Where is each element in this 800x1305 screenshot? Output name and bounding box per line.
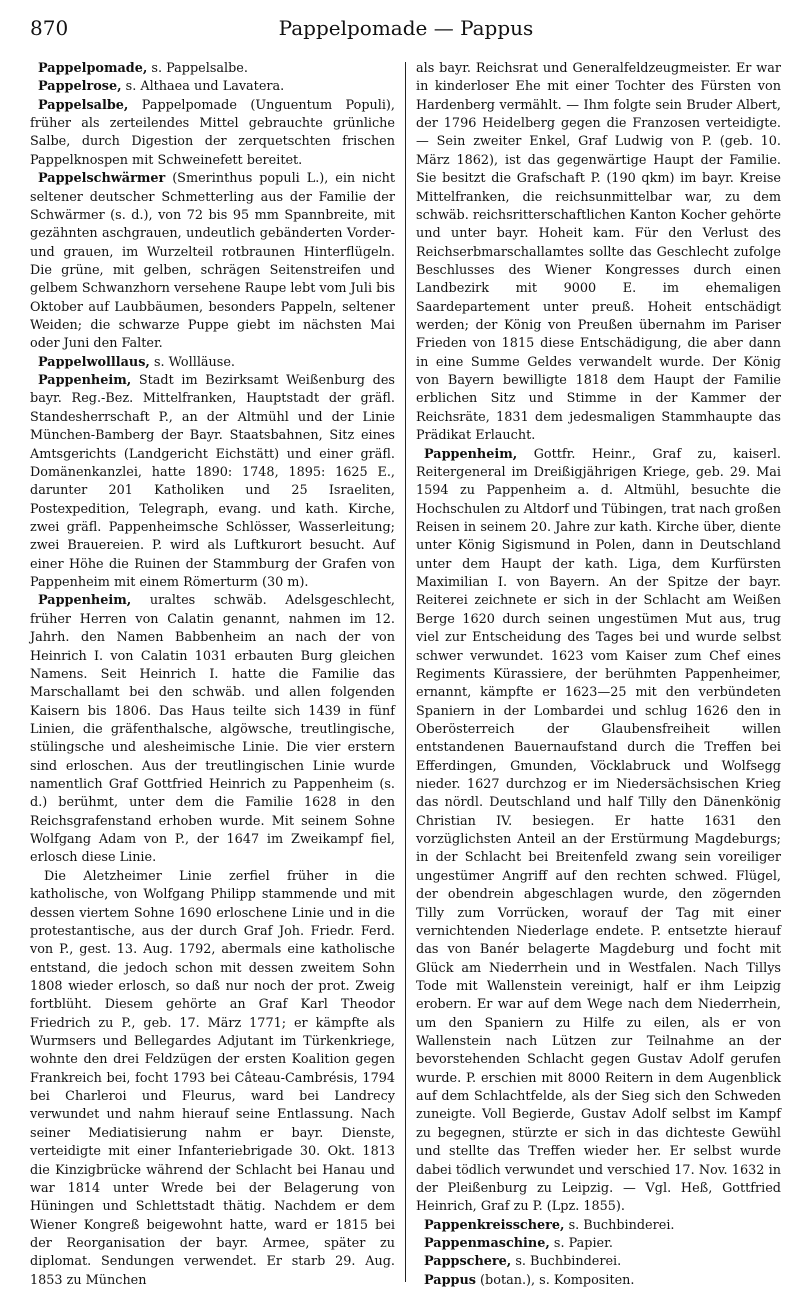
entry-headword: Pappelwolllaus, [38, 354, 150, 370]
dictionary-entry [416, 1253, 781, 1271]
entry-text: s. Buchbinderei. [511, 1254, 622, 1270]
entry-text: uraltes schwäb. Adelsgeschlecht, früher Herren von Calatin genannt, nahmen im 12. Jahrh. den Namen Babbenheim an nach der von Heinrich I. von Calatin 1031 erbauten Burg gleichen Namens. Seit Heinrich I. hatte die Familie das Marschallamt bei den schwäb. und allen folgenden Kaisern bis 1806. Das Haus teilte sich 1439 in fünf Linien, die gräfenthalsche, algöwsche, treutlingische, stülingsche und alesheimische Linie. Die vier erstern sind erloschen. Aus der treutlingischen Linie wurde namentlich Graf Gottfried Heinrich zu Pappenheim (s. d.) berühmt, unter dem die Familie 1628 in den Reichsgrafenstand erhoben wurde. Mit seinem Sohne Wolfgang Adam von P., der 1647 im Zweikampf fiel, erlosch diese Linie. [30, 593, 395, 866]
entry-headword: Pappus [424, 1272, 476, 1288]
entry-text: als bayr. Reichsrat und Generalfeldzeugmeister. Er war in kinderloser Ehe mit einer Tochter des Fürsten von Hardenberg vermählt. — Ihm folgte sein Bruder Albert, der 1796 Heidelberg gegen die Franzosen verteidigte. — Sein zweiter Enkel, Graf Ludwig von P. (geb. 10. März 1862), ist das gegenwärtige Haupt der Familie. Sie besitzt die Grafschaft P. (190 qkm) im bayr. Kreise Mittelfranken, die reichsunmittelbar war, zu dem schwäb. reichsritterschaftlichen Kanton Kocher gehörte und unter bayr. Hoheit kam. Für den Verlust des Reichserbmarschallamtes sollte das Geschlecht zufolge Beschlusses des Wiener Kongresses durch einen Landbezirk mit 9000 E. im ehemaligen Saardepartement unter preuß. Hoheit entschädigt werden; der König von Preußen übernahm im Pariser Frieden von 1815 diese Entschädigung, die aber dann in eine Summe Geldes verwandelt wurde. Der König von Bayern bewilligte 1818 dem Haupt der Familie erblichen Sitz und Stimme in der Kammer der Reichsräte, 1831 dem jedesmaligen Stammhaupte das Prädikat Erlaucht. [416, 61, 782, 444]
dictionary-entry [30, 868, 395, 1290]
dictionary-page [30, 14, 782, 1294]
entry-text: s. Althaea und Lavatera. [121, 79, 285, 95]
dictionary-entry [30, 354, 395, 372]
left-column [30, 60, 405, 1294]
right-column [406, 60, 781, 1294]
running-head: Pappelpomade — Pappus [278, 16, 534, 40]
entry-headword: Pappelrose, [38, 79, 122, 95]
page-header [30, 14, 782, 50]
entry-text: Stadt im Bezirksamt Weißenburg des bayr. Reg.-Bez. Mittelfranken, Hauptstadt der gräfl. Standesherrschaft P., an der Altmühl und der Linie München-Bamberg der Bayr. Staatsbahnen, Sitz eines Amtsgerichts (Landgericht Eichstätt) und einer gräfl. Domänenkanzlei, hatte 1890: 1748, 1895: 1625 E., darunter 201 Katholiken und 25 Israeliten, Postexpedition, Telegraph, evang. und kath. Kirche, zwei gräfl. Pappenheimsche Schlösser, Wasserleitung; zwei Brauereien. P. wird als Luftkurort besucht. Auf einer Höhe die Ruinen der Stammburg der Grafen von Pappenheim mit einem Römerturm (30 m). [30, 373, 395, 591]
dictionary-entry [30, 97, 395, 170]
entry-headword: Pappschere, [424, 1254, 512, 1270]
dictionary-entry [30, 78, 395, 96]
entry-text: s. Pappelsalbe. [147, 61, 248, 76]
dictionary-entry [416, 1235, 781, 1253]
dictionary-entry [30, 592, 395, 867]
dictionary-entry [416, 446, 781, 1217]
entry-text: s. Buchbinderei. [564, 1217, 675, 1233]
entry-headword: Pappelsalbe, [38, 97, 129, 113]
dictionary-entry [416, 1217, 781, 1235]
entry-headword: Pappenheim, [38, 593, 132, 609]
page-number: 870 [30, 16, 69, 40]
entry-text: s. Papier. [549, 1236, 613, 1251]
entry-headword: Pappenheim, [38, 373, 132, 389]
text-columns [30, 60, 782, 1294]
entry-headword: Pappenheim, [424, 446, 518, 462]
dictionary-entry [30, 170, 395, 354]
entry-text: Gottfr. Heinr., Graf zu, kaiserl. Reitergeneral im Dreißigjährigen Kriege, geb. 29. Mai 1594 zu Pappenheim a. d. Altmühl, besuchte die Hochschulen zu Altdorf und Tübingen, trat nach großen Reisen in seinem 20. Jahre zur kath. Kirche über, diente unter König Sigismund in Polen, dann in Deutschland unter dem Haupt der kath. Liga, dem Kurfürsten Maximilian I. von Bayern. An der Spitze der bayr. Reiterei zeichnete er sich in der Schlacht am Weißen Berge 1620 durch seinen ungestümen Mut aus, trug viel zur Entscheidung des Tages bei und wurde selbst schwer verwundet. 1623 vom Kaiser zum Chef eines Regiments Kürassiere, der berühmten Pappenheimer, ernannt, kämpfte er 1623—25 mit den verbündeten Spaniern in der Lombardei und schlug 1626 den in Oberösterreich der Glaubensfreiheit willen entstandenen Bauernaufstand durch die Treffen bei Efferdingen, Gmunden, Vöcklabruck und Wolfsegg nieder. 1627 durchzog er im Niedersächsischen Krieg das nördl. Deutschland und half Tilly den Dänenkönig Christian IV. besiegen. Er hatte 1631 den vorzüglichsten Anteil an der Erstürmung Magdeburgs; in der Schlacht bei Breitenfeld zwang sein voreiliger ungestümer Angriff auf den rechten schwed. Flügel, der obendrein abgeschlagen wurde, den zögernden Tilly zum Vorrücken, worauf der Tag mit einer vernichtenden Niederlage endete. P. entsetzte hierauf das von Banér belagerte Magdeburg und focht mit Glück am Niederrhein und in Westfalen. Nach Tillys Tode mit Wallenstein vereinigt, half er ihm Leipzig erobern. Er war auf dem Wege nach dem Niederrhein, um den Spaniern zu Hilfe zu eilen, als er von Wallenstein nach Lützen zur Teilnahme an der bevorstehenden Schlacht gegen Gustav Adolf gerufen wurde. P. erschien mit 8000 Reitern in dem Augenblick auf dem Schlachtfelde, als der Sieg sich den Schweden zuneigte. Voll Begierde, Gustav Adolf selbst im Kampf zu begegnen, stürzte er sich in das dichteste Gewühl und stellte das Treffen wieder her. Er selbst wurde dabei tödlich verwundet und verschied 17. Nov. 1632 in der Pleißenburg zu Leipzig. — Vgl. Heß, Gottfried Heinrich, Graf zu P. (Lpz. 1855). [416, 446, 781, 1215]
entry-headword: Pappenkreisschere, [424, 1217, 565, 1233]
entry-text: (Smerinthus populi L.), ein nicht seltener deutscher Schmetterling aus der Familie der Schwärmer (s. d.), von 72 bis 95 mm Spannbreite, mit gezähnten aschgrauen, undeutlich gebänderten Vorder- und grauen, im Wurzelteil rotbraunen Hinterflügeln. Die grüne, mit gelben, schrägen Seitenstreifen und gelbem Schwanzhorn versehene Raupe lebt vom Juli bis Oktober auf Laubbäumen, besonders Pappeln, seltener Weiden; die schwarze Puppe giebt im nächsten Mai oder Juni den Falter. [30, 171, 396, 352]
entry-text: (botan.), s. Kompositen. [475, 1272, 635, 1288]
dictionary-entry [416, 60, 781, 446]
entry-headword: Pappelpomade, [38, 61, 148, 76]
entry-text: Pappelpomade (Unguentum Populi), früher als zerteilendes Mittel gebrauchte grünliche Salbe, durch Digestion der zerquetschten frischen Pappelknospen mit Schweinefett bereitet. [30, 97, 395, 168]
entry-text: Die Aletzheimer Linie zerfiel früher in die katholische, von Wolfgang Philipp stammende und mit dessen viertem Sohne 1690 erloschene Linie und in die protestantische, aus der durch Graf Joh. Friedr. Ferd. von P., gest. 13. Aug. 1792, abermals eine katholische entstand, die jedoch schon mit dessen zweitem Sohn 1808 wieder erlosch, so daß nur noch der prot. Zweig fortblüht. Diesem gehörte an Graf Karl Theodor Friedrich zu P., geb. 17. März 1771; er kämpfte als Wurmsers und Bellegardes Adjutant im Türkenkriege, wohnte den drei Feldzügen der ersten Koalition gegen Frankreich bei, focht 1793 bei Câteau-Cambrésis, 1794 bei Charleroi und Fleurus, ward bei Landrecy verwundet und nahm hierauf seine Entlassung. Nach seiner Mediatisierung nahm er bayr. Dienste, verteidigte mit einer Infanteriebrigade 30. Okt. 1813 die Kinzigbrücke während der Schlacht bei Hanau und war 1814 unter Wrede bei der Belagerung von Hüningen und Schlettstadt thätig. Nachdem er dem Wiener Kongreß beigewohnt hatte, ward er 1815 bei der Reorganisation der bayr. Armee, später zu diplomat. Sendungen verwendet. Er starb 29. Aug. 1853 zu München [30, 868, 395, 1288]
entry-headword: Pappelschwärmer [38, 171, 166, 187]
entry-headword: Pappenmaschine, [424, 1236, 550, 1251]
entry-text: s. Wollläuse. [149, 354, 235, 370]
dictionary-entry [30, 372, 395, 592]
dictionary-entry [416, 1272, 781, 1290]
dictionary-entry [30, 60, 395, 78]
